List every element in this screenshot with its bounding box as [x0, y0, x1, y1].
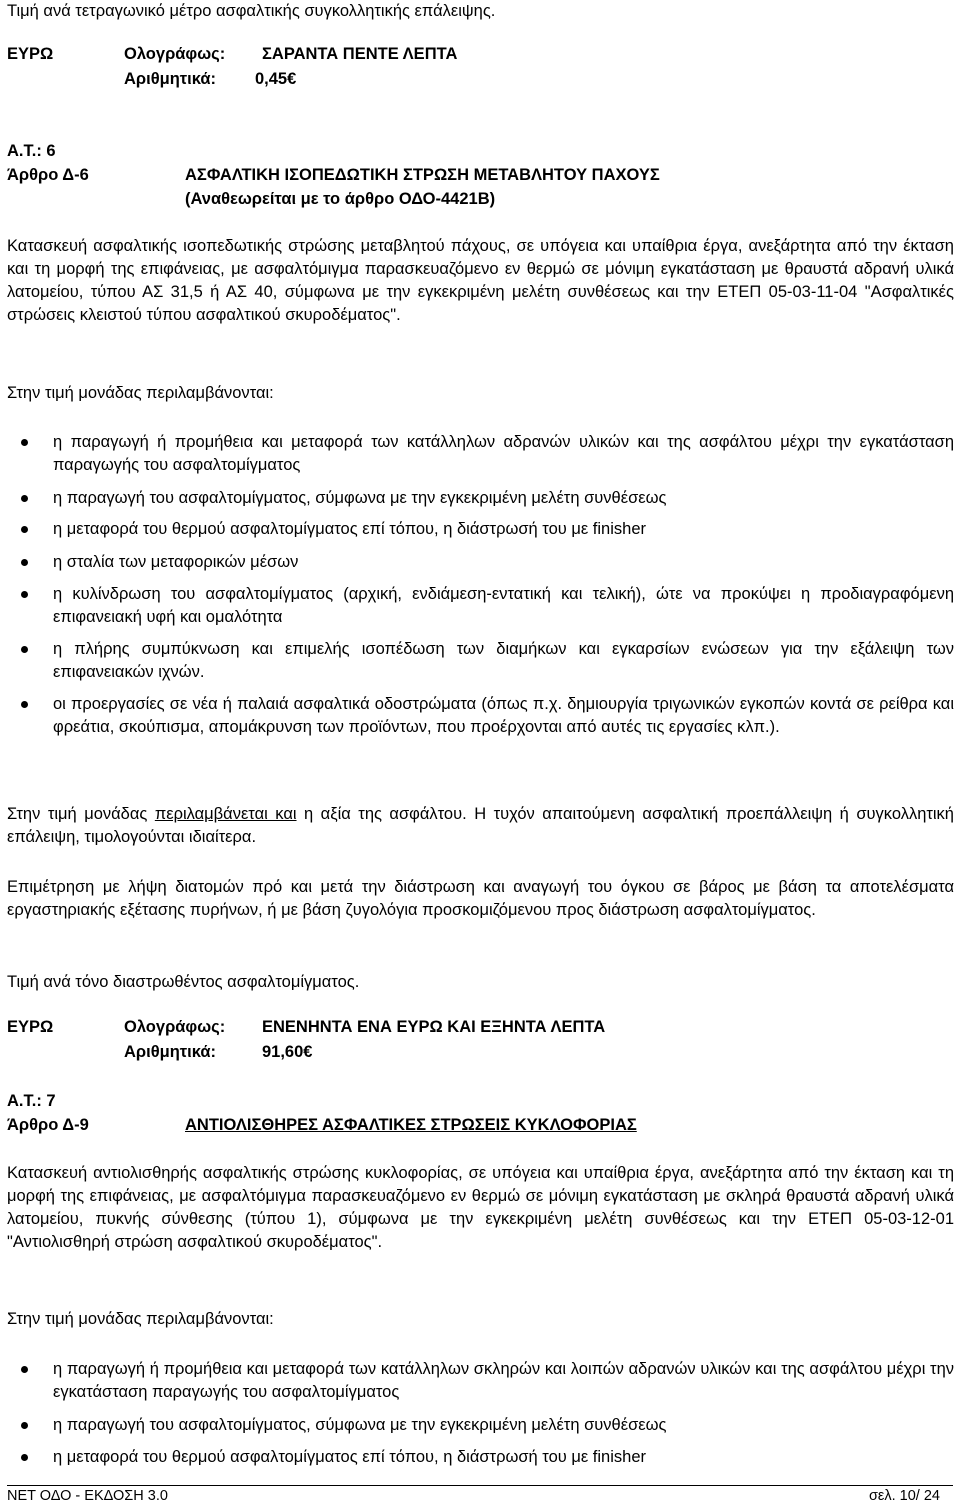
- includes-heading: Στην τιμή μονάδας περιλαμβάνονται:: [7, 1310, 274, 1328]
- bullet-icon: [21, 1422, 28, 1429]
- bullet-icon: [21, 701, 28, 708]
- bullet-icon: [21, 526, 28, 533]
- price-number-label: Αριθμητικά:: [124, 1043, 217, 1061]
- bullet-icon: [21, 591, 28, 598]
- list-item-text: οι προεργασίες σε νέα ή παλαιά ασφαλτικά οδοστρώματα (όπως π.χ. δημιουργία τριγωνικών εγκοπών κοντά σε ρείθρα και φρεάτια, σκούπισμα, απομάκρυνση των προϊόντων, που προέρχονται από αυτές τις εργασίες κλπ.).: [53, 695, 954, 736]
- list-item-text: η πλήρης συμπύκνωση και επιμελής ισοπέδωση των διαμήκων και εγκαρσίων ενώσεων για την εξάλειψη των επιφανειακών ιχνών.: [53, 640, 954, 681]
- item-number: Α.Τ.: 7: [7, 1092, 56, 1110]
- euro-icon: €: [287, 70, 297, 88]
- article-code: Άρθρο Δ-9: [7, 1116, 89, 1134]
- price-number-value: 91,60€: [262, 1043, 313, 1061]
- bullet-icon: [21, 1366, 28, 1373]
- euro-icon: €: [303, 1043, 313, 1061]
- list-item-text: η παραγωγή ή προμήθεια και μεταφορά των κατάλληλων σκληρών και λοιπών αδρανών υλικών και της ασφάλτου μέχρι την εγκατάσταση παραγωγής του ασφαλτομίγματος: [53, 1360, 954, 1401]
- list-item-text: η κυλίνδρωση του ασφαλτομίγματος (αρχική, ενδιάμεση-εντατική και τελική), ώτε να προκύψει η προδιαγραφόμενη επιφανειακή υφή και ομαλότητα: [53, 585, 954, 626]
- footer-edition: ΝΕΤ ΟΔΟ - ΕΚΔΟΣΗ 3.0: [7, 1488, 168, 1504]
- bullet-icon: [21, 495, 28, 502]
- footer-page-number: σελ. 10/ 24: [868, 1488, 940, 1504]
- price-words-label: Ολογράφως:: [124, 45, 226, 63]
- price-words-value: ΣΑΡΑΝΤΑ ΠΕΝΤΕ ΛΕΠΤΑ: [262, 45, 458, 63]
- bullet-icon: [21, 1454, 28, 1461]
- price-words-label: Ολογράφως:: [124, 1018, 226, 1036]
- currency-label: ΕΥΡΩ: [7, 45, 54, 63]
- footer-divider: [7, 1485, 953, 1486]
- bullet-icon: [21, 559, 28, 566]
- item-title: ΑΣΦΑΛΤΙΚΗ ΙΣΟΠΕΔΩΤΙΚΗ ΣΤΡΩΣΗ ΜΕΤΑΒΛΗΤΟΥ ΠΑΧΟΥΣ: [185, 166, 660, 184]
- list-item-text: η σταλία των μεταφορικών μέσων: [53, 553, 299, 571]
- item-number: Α.Τ.: 6: [7, 142, 56, 160]
- pricing-note: Στην τιμή μονάδας περιλαμβάνεται και η αξία της ασφάλτου. Η τυχόν απαιτούμενη ασφαλτική προεπάλλειψη ή συγκολλητική επάλειψη, τιμολογούνται ιδιαίτερα.: [7, 805, 954, 846]
- bullet-icon: [21, 439, 28, 446]
- article-code: Άρθρο Δ-6: [7, 166, 89, 184]
- item-description: Κατασκευή αντιολισθηρής ασφαλτικής στρώσης κυκλοφορίας, σε υπόγεια και υπαίθρια έργα, ανεξάρτητα από την έκταση και τη μορφή της επιφάνειας, με ασφαλτόμιγμα παρασκευαζόμενο εν θερμώ σε μόνιμη εγκατάσταση με σκληρά θραυστά αδρανή υλικά λατομείου, πυκνής σύνθεσης (τύπου 1), σύμφωνα με την εγκεκριμένη μελέτη συνθέσεως και την ΕΤΕΠ 05-03-12-01 "Αντιολισθηρή στρώση ασφαλτικού σκυροδέματος".: [7, 1164, 954, 1251]
- measurement-note: Επιμέτρηση με λήψη διατομών πρό και μετά την διάστρωση και αναγωγή του όγκου σε βάρος με βάση τα αποτελέσματα εργαστηριακής εξέτασης πυρήνων, ή με βάση ζυγολόγια προσκομιζόμενου προς διάστρωση ασφαλτομίγματος.: [7, 878, 954, 919]
- price-words-value: ΕΝΕΝΗΝΤΑ ΕΝΑ ΕΥΡΩ ΚΑΙ ΕΞΗΝΤΑ ΛΕΠΤΑ: [262, 1018, 606, 1036]
- price-unit-line: Τιμή ανά τόνο διαστρωθέντος ασφαλτομίγματος.: [7, 973, 360, 991]
- item-description: Κατασκευή ασφαλτικής ισοπεδωτικής στρώσης μεταβλητού πάχους, σε υπόγεια και υπαίθρια έργα, ανεξάρτητα από την έκταση και τη μορφή της επιφάνειας, με ασφαλτόμιγμα παρασκευαζόμενο εν θερμώ σε μόνιμη εγκατάσταση με θραυστά αδρανή υλικά λατομείου, τύπου ΑΣ 31,5 ή ΑΣ 40, σύμφωνα με την εγκεκριμένη μελέτη συνθέσεως και την ΕΤΕΠ 05-03-11-04 "Ασφαλτικές στρώσεις κλειστού τύπου ασφαλτικού σκυροδέματος".: [7, 237, 954, 324]
- price-unit-line: Τιμή ανά τετραγωνικό μέτρο ασφαλτικής συγκολλητικής επάλειψης.: [7, 2, 496, 20]
- price-number-label: Αριθμητικά:: [124, 70, 217, 88]
- list-item-text: η παραγωγή του ασφαλτομίγματος, σύμφωνα με την εγκεκριμένη μελέτη συνθέσεως: [53, 489, 667, 507]
- list-item-text: η μεταφορά του θερμού ασφαλτομίγματος επί τόπου, η διάστρωσή του με finisher: [53, 520, 646, 538]
- bullet-icon: [21, 646, 28, 653]
- currency-label: ΕΥΡΩ: [7, 1018, 54, 1036]
- list-item-text: η παραγωγή ή προμήθεια και μεταφορά των κατάλληλων αδρανών υλικών και της ασφάλτου μέχρι την εγκατάσταση παραγωγής του ασφαλτομίγματος: [53, 433, 954, 474]
- list-item-text: η μεταφορά του θερμού ασφαλτομίγματος επί τόπου, η διάστρωσή του με finisher: [53, 1448, 646, 1466]
- item-title: ΑΝΤΙΟΛΙΣΘΗΡΕΣ ΑΣΦΑΛΤΙΚΕΣ ΣΤΡΩΣΕΙΣ ΚΥΚΛΟΦΟΡΙΑΣ: [185, 1116, 637, 1134]
- price-number-value: 0,45€: [255, 70, 297, 88]
- list-item-text: η παραγωγή του ασφαλτομίγματος, σύμφωνα με την εγκεκριμένη μελέτη συνθέσεως: [53, 1416, 667, 1434]
- includes-heading: Στην τιμή μονάδας περιλαμβάνονται:: [7, 384, 274, 402]
- item-subtitle: (Αναθεωρείται με το άρθρο ΟΔΟ-4421Β): [185, 190, 496, 208]
